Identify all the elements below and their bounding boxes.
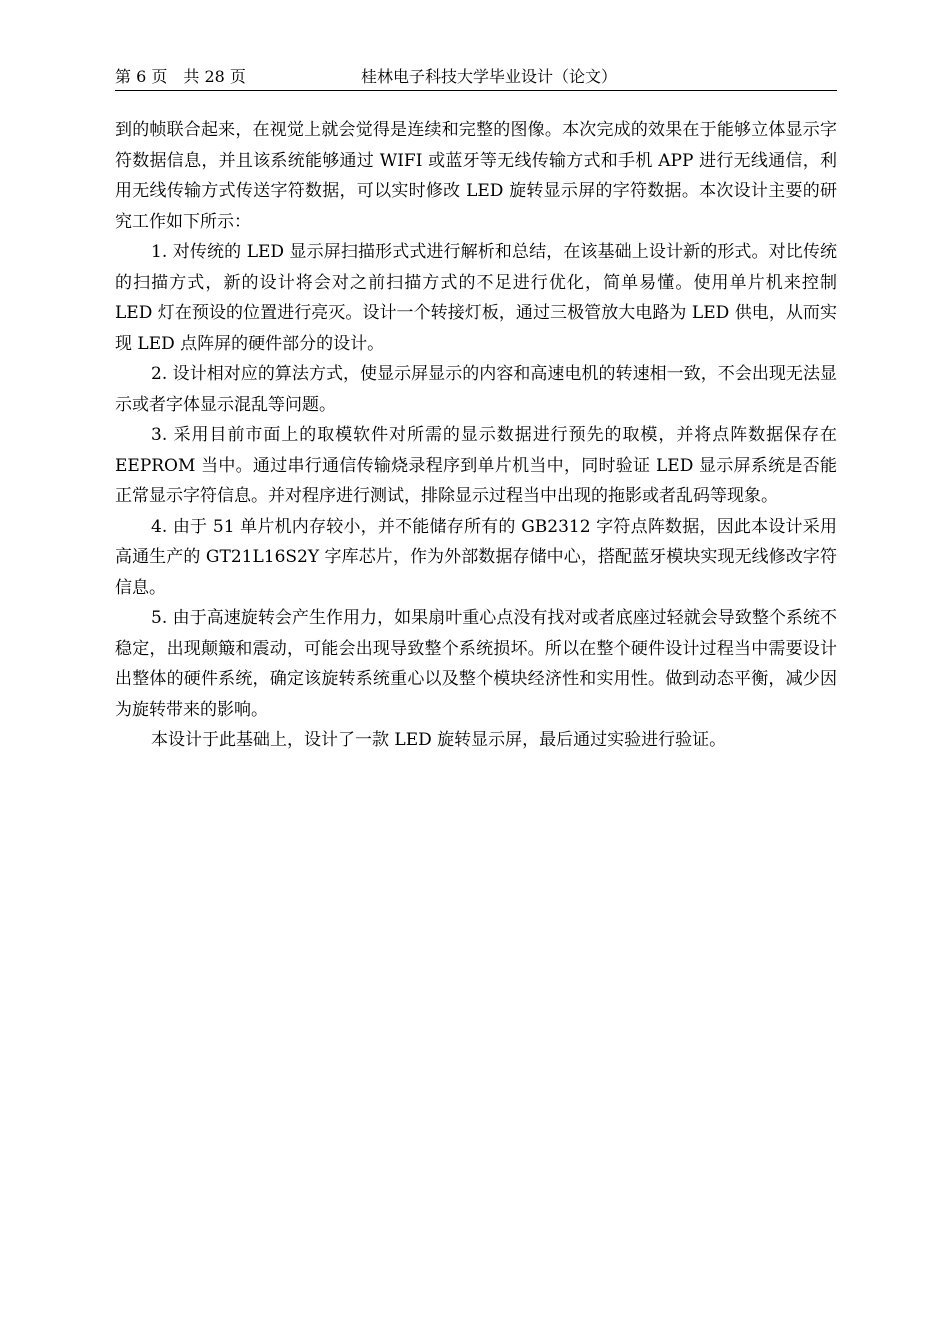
paragraph-continuation: 到的帧联合起来，在视觉上就会觉得是连续和完整的图像。本次完成的效果在于能够立体显示字符数据信息，并且该系统能够通过 WIFI 或蓝牙等无线传输方式和手机 APP 进行无线通信，利用无线传输方式传送字符数据，可以实时修改 LED 旋转显示屏的字符数据。本次设计主要的研究工作如下所示： [115, 120, 837, 232]
document-title: 桂林电子科技大学毕业设计（论文） [361, 67, 618, 86]
body-text [115, 115, 837, 756]
paragraph-item-4: 4. 由于 51 单片机内存较小，并不能储存所有的 GB2312 字符点阵数据，因此本设计采用高通生产的 GT21L16S2Y 字库芯片，作为外部数据存储中心，搭配蓝牙模块实现无线修改字符信息。 [115, 516, 837, 598]
page-number-info: 第 6 页 共 28 页 [115, 67, 246, 86]
paragraph-item-5: 5. 由于高速旋转会产生作用力，如果扇叶重心点没有找对或者底座过轻就会导致整个系统不稳定，出现颠簸和震动，可能会出现导致整个系统损坏。所以在整个硬件设计过程当中需要设计出整体的硬件系统，确定该旋转系统重心以及整个模块经济性和实用性。做到动态平衡，减少因为旋转带来的影响。 [115, 608, 837, 720]
header-divider [115, 90, 837, 91]
paragraph-item-2: 2. 设计相对应的算法方式，使显示屏显示的内容和高速电机的转速相一致，不会出现无法显示或者字体显示混乱等问题。 [115, 364, 837, 415]
paragraph-item-3: 3. 采用目前市面上的取模软件对所需的显示数据进行预先的取模，并将点阵数据保存在 EEPROM 当中。通过串行通信传输烧录程序到单片机当中，同时验证 LED 显示屏系统是否能正常显示字符信息。并对程序进行测试，排除显示过程当中出现的拖影或者乱码等现象。 [115, 425, 837, 506]
page-header [115, 66, 837, 90]
paragraph-item-1: 1. 对传统的 LED 显示屏扫描形式式进行解析和总结，在该基础上设计新的形式。对比传统的扫描方式，新的设计将会对之前扫描方式的不足进行优化，简单易懂。使用单片机来控制 LED 灯在预设的位置进行亮灭。设计一个转接灯板，通过三极管放大电路为 LED 供电，从而实现 LED 点阵屏的硬件部分的设计。 [115, 242, 837, 354]
paragraph-conclusion: 本设计于此基础上，设计了一款 LED 旋转显示屏，最后通过实验进行验证。 [151, 730, 727, 750]
